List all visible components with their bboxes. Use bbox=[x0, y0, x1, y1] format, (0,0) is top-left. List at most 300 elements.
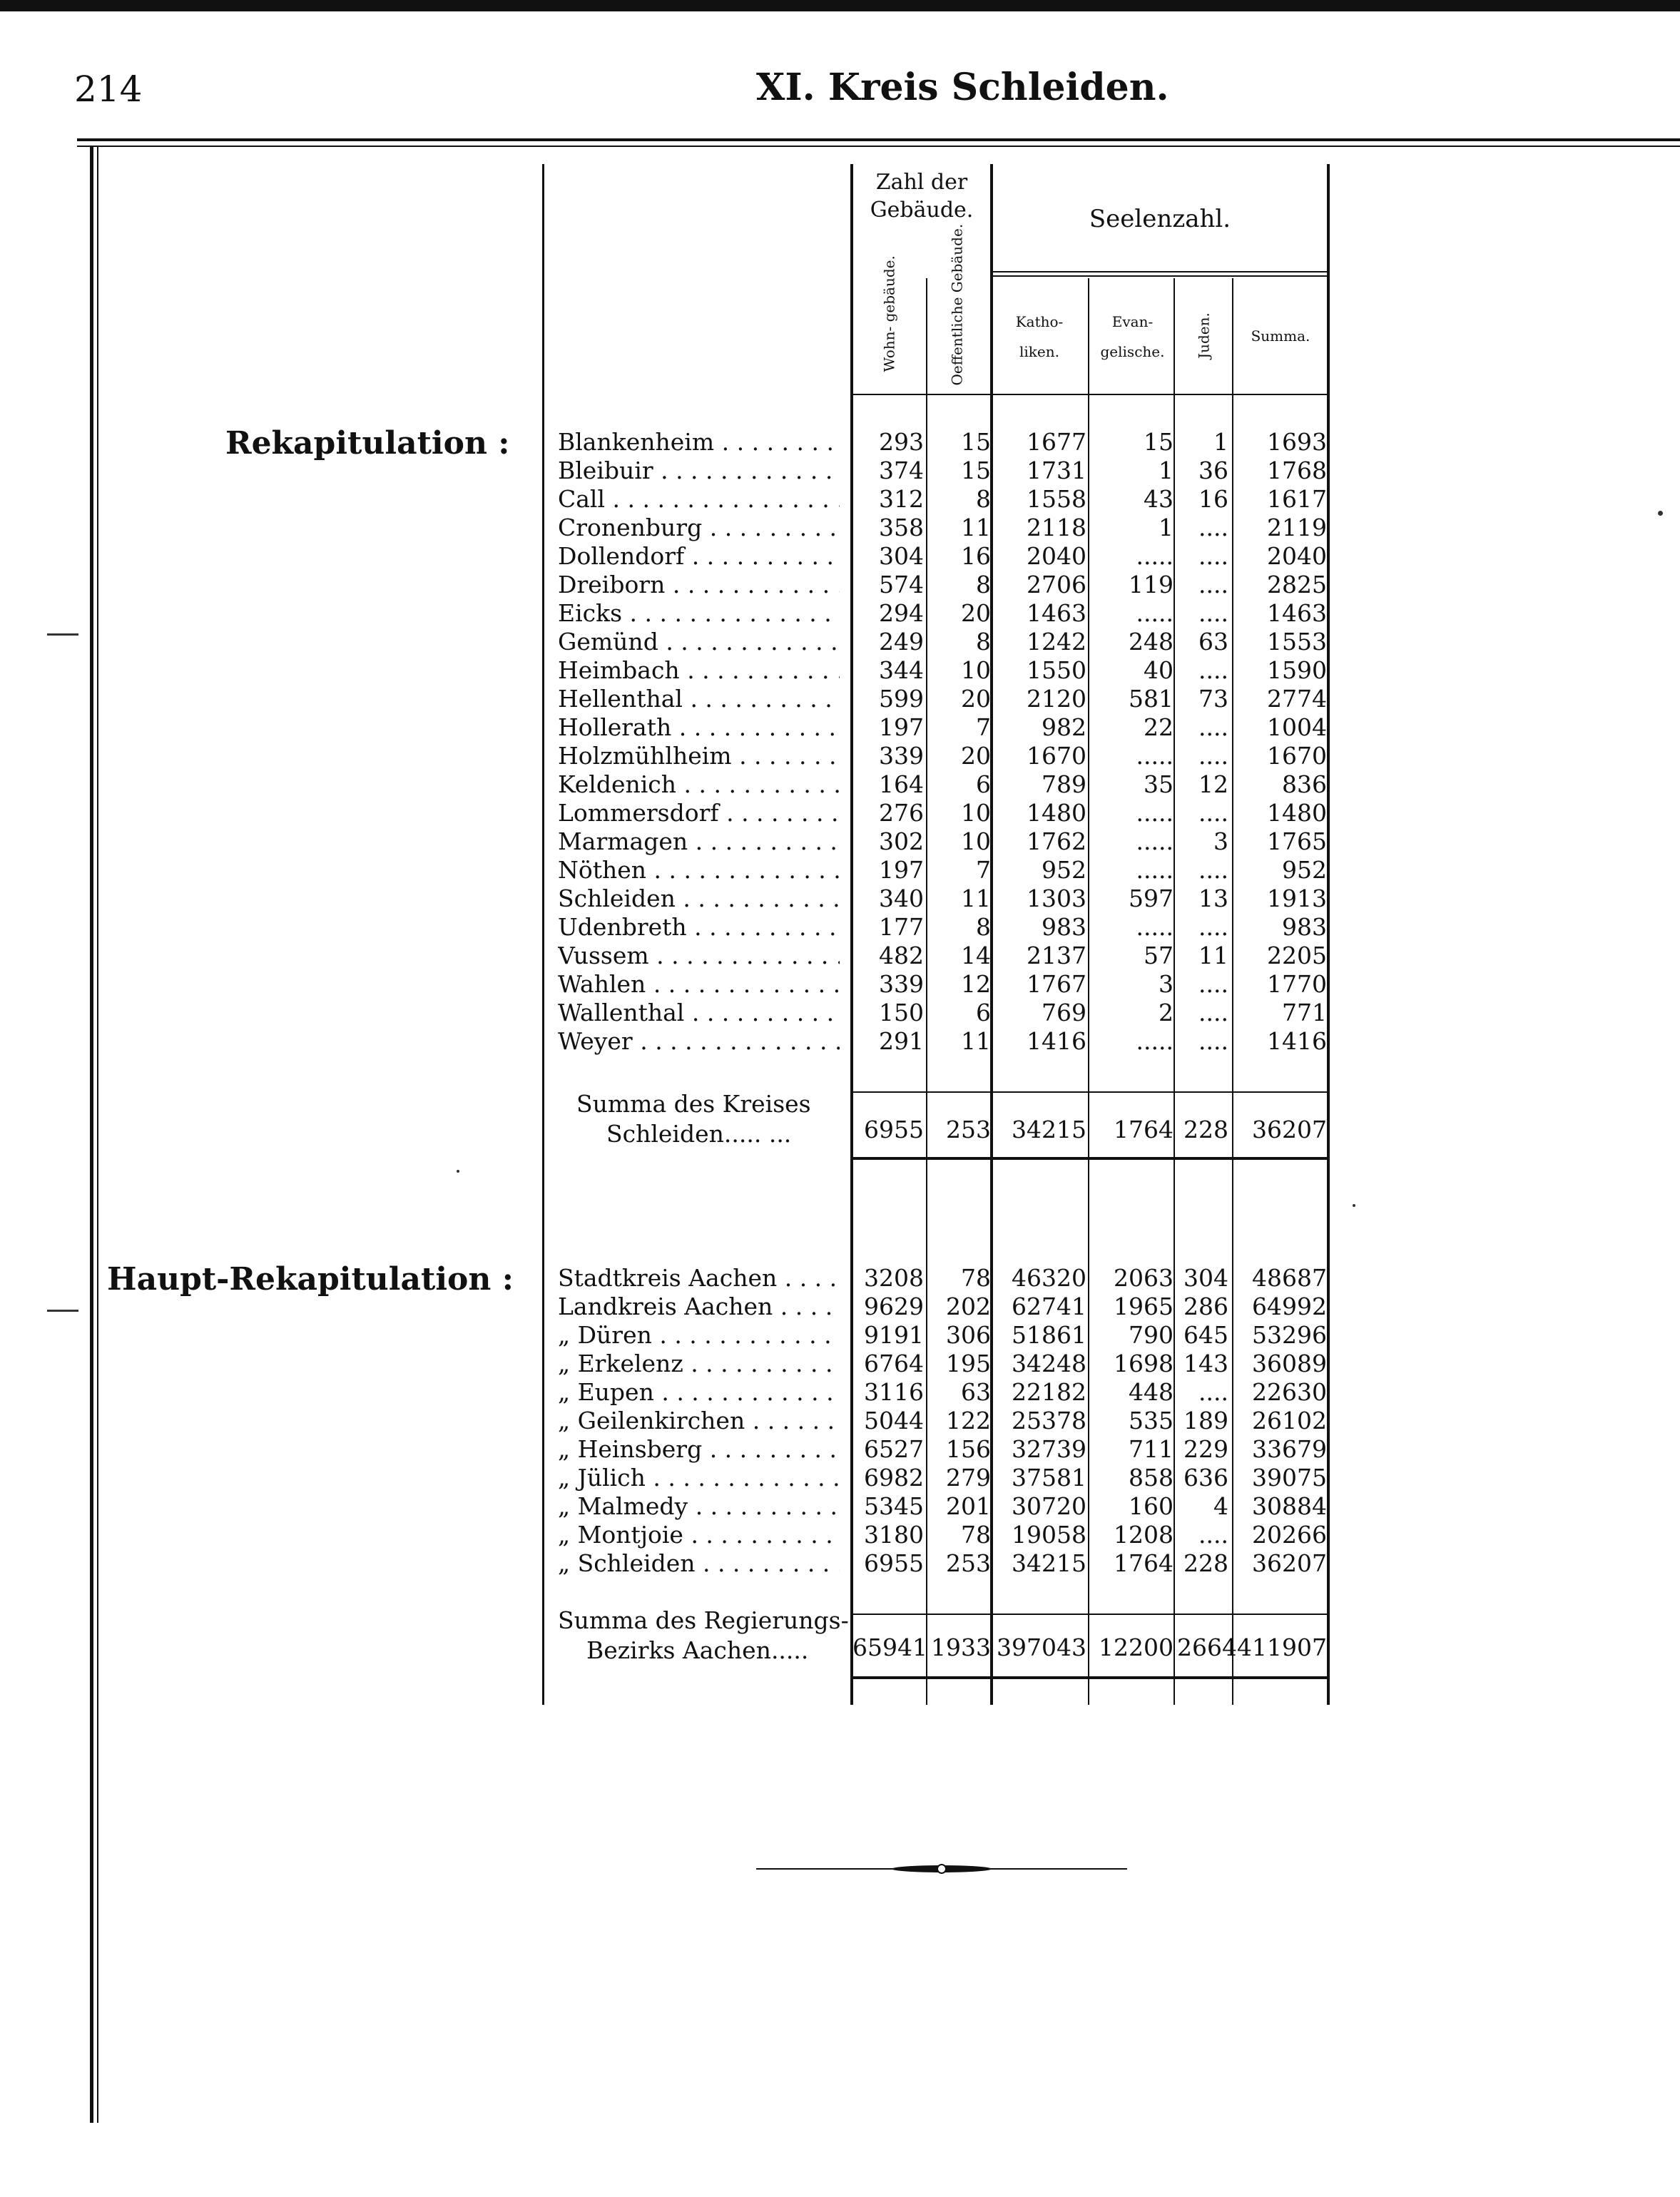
total-juden: 2664 bbox=[1177, 1633, 1237, 1661]
cell-summa: 26102 bbox=[1252, 1407, 1327, 1434]
row-name: Schleiden . . . bbox=[558, 885, 840, 913]
cell-oeff: 201 bbox=[946, 1492, 991, 1520]
cell-kath: 1731 bbox=[1027, 457, 1086, 484]
cell-kath: 32739 bbox=[1012, 1435, 1086, 1463]
cell-evan: 581 bbox=[1129, 685, 1174, 713]
cell-evan: 3 bbox=[1159, 970, 1174, 998]
scan-speck bbox=[1658, 511, 1663, 516]
row-name: Dreiborn . . . bbox=[558, 571, 840, 599]
cell-juden: 304 bbox=[1183, 1264, 1228, 1292]
scan-speck bbox=[47, 633, 78, 636]
cell-wohn: 339 bbox=[879, 970, 924, 998]
header-evangelische: Evan- gelische. bbox=[1100, 313, 1165, 360]
header-oeffentliche: Oeffentliche Gebäude. bbox=[948, 223, 966, 386]
cell-oeff: 15 bbox=[961, 457, 991, 484]
table-row bbox=[0, 1521, 1680, 1549]
row-name: Weyer . . . bbox=[558, 1027, 840, 1056]
cell-wohn: 150 bbox=[879, 999, 924, 1026]
cell-oeff: 11 bbox=[961, 514, 991, 541]
page-title: XI. Kreis Schleiden. bbox=[756, 66, 1169, 109]
cell-kath: 1463 bbox=[1027, 599, 1086, 627]
cell-juden: .... bbox=[1198, 599, 1228, 627]
cell-evan: 2 bbox=[1159, 999, 1174, 1026]
cell-oeff: 20 bbox=[961, 742, 991, 770]
cell-kath: 1558 bbox=[1027, 485, 1086, 513]
table-row bbox=[0, 514, 1680, 542]
cell-wohn: 304 bbox=[879, 542, 924, 570]
main-total-rule-top bbox=[853, 1614, 1328, 1615]
main-recap-label: Haupt-Rekapitulation : bbox=[107, 1261, 514, 1298]
cell-oeff: 20 bbox=[961, 685, 991, 713]
table-row bbox=[0, 428, 1680, 457]
cell-kath: 952 bbox=[1042, 856, 1086, 884]
cell-kath: 2118 bbox=[1027, 514, 1086, 541]
cell-oeff: 20 bbox=[961, 599, 991, 627]
cell-evan: ..... bbox=[1136, 799, 1174, 827]
row-name: Holzmühlheim . . . bbox=[558, 742, 840, 770]
cell-evan: 448 bbox=[1129, 1378, 1174, 1406]
recap-total-label-1: Summa des Kreises bbox=[576, 1090, 811, 1118]
cell-oeff: 15 bbox=[961, 428, 991, 456]
table-row bbox=[0, 942, 1680, 970]
seelen-header-rule-2 bbox=[993, 275, 1328, 277]
recap-total-rule-top bbox=[853, 1091, 1328, 1093]
cell-oeff: 195 bbox=[946, 1350, 991, 1377]
cell-summa: 36089 bbox=[1252, 1350, 1327, 1377]
cell-oeff: 156 bbox=[946, 1435, 991, 1463]
cell-oeff: 16 bbox=[961, 542, 991, 570]
row-name: Gemünd . . . bbox=[558, 628, 840, 656]
row-name: Keldenich . . . bbox=[558, 770, 840, 799]
main-total-rule-bottom bbox=[853, 1676, 1328, 1679]
table-row bbox=[0, 571, 1680, 599]
cell-kath: 1677 bbox=[1027, 428, 1086, 456]
cell-wohn: 358 bbox=[879, 514, 924, 541]
header-katholiken: Katho- liken. bbox=[1015, 313, 1064, 360]
cell-summa: 1416 bbox=[1267, 1027, 1327, 1055]
cell-oeff: 6 bbox=[976, 999, 991, 1026]
cell-wohn: 374 bbox=[879, 457, 924, 484]
row-name: Hollerath . . . bbox=[558, 713, 840, 742]
cell-oeff: 78 bbox=[961, 1264, 991, 1292]
table-row bbox=[0, 1350, 1680, 1378]
cell-oeff: 78 bbox=[961, 1521, 991, 1549]
row-name: „ Düren . . . bbox=[558, 1321, 840, 1350]
cell-wohn: 482 bbox=[879, 942, 924, 969]
cell-juden: 36 bbox=[1198, 457, 1228, 484]
main-total-label-2: Bezirks Aachen..... bbox=[586, 1636, 809, 1664]
cell-wohn: 3208 bbox=[864, 1264, 924, 1292]
cell-juden: .... bbox=[1198, 1521, 1228, 1549]
table-row bbox=[0, 628, 1680, 656]
table-row bbox=[0, 970, 1680, 999]
cell-oeff: 10 bbox=[961, 827, 991, 855]
row-name: „ Schleiden . . . bbox=[558, 1549, 840, 1578]
cell-kath: 1416 bbox=[1027, 1027, 1086, 1055]
cell-wohn: 302 bbox=[879, 827, 924, 855]
cell-juden: 4 bbox=[1213, 1492, 1228, 1520]
row-name: „ Jülich . . . bbox=[558, 1464, 840, 1492]
cell-juden: .... bbox=[1198, 656, 1228, 684]
total-summa: 411907 bbox=[1237, 1633, 1327, 1661]
cell-wohn: 339 bbox=[879, 742, 924, 770]
cell-juden: 11 bbox=[1198, 942, 1228, 969]
cell-evan: 43 bbox=[1144, 485, 1174, 513]
cell-kath: 2706 bbox=[1027, 571, 1086, 598]
table-row bbox=[0, 1264, 1680, 1293]
cell-kath: 19058 bbox=[1012, 1521, 1086, 1549]
cell-wohn: 5345 bbox=[864, 1492, 924, 1520]
table-row bbox=[0, 1293, 1680, 1321]
cell-juden: 1 bbox=[1213, 428, 1228, 456]
cell-summa: 48687 bbox=[1252, 1264, 1327, 1292]
cell-summa: 1765 bbox=[1267, 827, 1327, 855]
cell-summa: 1770 bbox=[1267, 970, 1327, 998]
total-juden: 228 bbox=[1183, 1116, 1228, 1143]
cell-kath: 34215 bbox=[1012, 1549, 1086, 1577]
header-wohngebaeude: Wohn- gebäude. bbox=[880, 255, 898, 372]
cell-wohn: 276 bbox=[879, 799, 924, 827]
cell-summa: 1693 bbox=[1267, 428, 1327, 456]
header-summa: Summa. bbox=[1251, 327, 1310, 345]
cell-wohn: 177 bbox=[879, 913, 924, 941]
cell-evan: 40 bbox=[1144, 656, 1174, 684]
cell-juden: .... bbox=[1198, 1378, 1228, 1406]
cell-kath: 789 bbox=[1042, 770, 1086, 798]
table-row bbox=[0, 1027, 1680, 1056]
total-evan: 1764 bbox=[1114, 1116, 1174, 1143]
cell-wohn: 6955 bbox=[864, 1549, 924, 1577]
cell-juden: 73 bbox=[1198, 685, 1228, 713]
cell-kath: 983 bbox=[1042, 913, 1086, 941]
cell-summa: 2040 bbox=[1267, 542, 1327, 570]
row-name: „ Erkelenz . . . bbox=[558, 1350, 840, 1378]
top-border bbox=[0, 0, 1680, 11]
row-name: Landkreis Aachen . . . bbox=[558, 1293, 840, 1321]
header-juden: Juden. bbox=[1195, 312, 1213, 359]
cell-evan: 597 bbox=[1129, 885, 1174, 912]
total-oeff: 1933 bbox=[931, 1633, 991, 1661]
row-name: „ Heinsberg . . . bbox=[558, 1435, 840, 1464]
row-name: Udenbreth . . . bbox=[558, 913, 840, 942]
row-name: Lommersdorf . . . bbox=[558, 799, 840, 827]
cell-evan: 858 bbox=[1129, 1464, 1174, 1492]
cell-juden: 13 bbox=[1198, 885, 1228, 912]
row-name: „ Geilenkirchen . . . bbox=[558, 1407, 840, 1435]
cell-evan: 1965 bbox=[1114, 1293, 1174, 1320]
cell-summa: 1480 bbox=[1267, 799, 1327, 827]
cell-juden: 636 bbox=[1183, 1464, 1228, 1492]
cell-juden: 143 bbox=[1183, 1350, 1228, 1377]
cell-kath: 982 bbox=[1042, 713, 1086, 741]
cell-wohn: 197 bbox=[879, 713, 924, 741]
cell-kath: 25378 bbox=[1012, 1407, 1086, 1434]
cell-summa: 983 bbox=[1282, 913, 1327, 941]
cell-summa: 2774 bbox=[1267, 685, 1327, 713]
cell-juden: .... bbox=[1198, 742, 1228, 770]
cell-juden: .... bbox=[1198, 856, 1228, 884]
cell-juden: 229 bbox=[1183, 1435, 1228, 1463]
table-row bbox=[0, 1435, 1680, 1464]
total-wohn: 65941 bbox=[852, 1633, 927, 1661]
cell-summa: 20266 bbox=[1252, 1521, 1327, 1549]
cell-juden: .... bbox=[1198, 1027, 1228, 1055]
row-name: Wahlen . . . bbox=[558, 970, 840, 999]
cell-oeff: 10 bbox=[961, 799, 991, 827]
cell-wohn: 6764 bbox=[864, 1350, 924, 1377]
row-name: „ Eupen . . . bbox=[558, 1378, 840, 1407]
cell-kath: 1550 bbox=[1027, 656, 1086, 684]
cell-kath: 1480 bbox=[1027, 799, 1086, 827]
cell-summa: 22630 bbox=[1252, 1378, 1327, 1406]
total-kath: 34215 bbox=[1012, 1116, 1086, 1143]
cell-wohn: 6527 bbox=[864, 1435, 924, 1463]
cell-summa: 2825 bbox=[1267, 571, 1327, 598]
cell-wohn: 6982 bbox=[864, 1464, 924, 1492]
gebaeude-group-header: Zahl der Gebäude. bbox=[870, 170, 974, 223]
table-row bbox=[0, 1321, 1680, 1350]
cell-summa: 1590 bbox=[1267, 656, 1327, 684]
cell-summa: 2119 bbox=[1267, 514, 1327, 541]
cell-kath: 34248 bbox=[1012, 1350, 1086, 1377]
cell-juden: .... bbox=[1198, 799, 1228, 827]
cell-summa: 53296 bbox=[1252, 1321, 1327, 1349]
scan-speck bbox=[457, 1170, 459, 1173]
table-row bbox=[0, 913, 1680, 942]
cell-summa: 771 bbox=[1282, 999, 1327, 1026]
cell-wohn: 574 bbox=[879, 571, 924, 598]
cell-evan: 535 bbox=[1129, 1407, 1174, 1434]
recap-label: Rekapitulation : bbox=[225, 425, 510, 462]
cell-juden: 16 bbox=[1198, 485, 1228, 513]
cell-summa: 33679 bbox=[1252, 1435, 1327, 1463]
cell-kath: 46320 bbox=[1012, 1264, 1086, 1292]
cell-summa: 1004 bbox=[1267, 713, 1327, 741]
table-row bbox=[0, 1492, 1680, 1521]
cell-summa: 1553 bbox=[1267, 628, 1327, 656]
cell-summa: 36207 bbox=[1252, 1549, 1327, 1577]
cell-oeff: 122 bbox=[946, 1407, 991, 1434]
cell-juden: .... bbox=[1198, 542, 1228, 570]
end-ornament bbox=[756, 1863, 1127, 1875]
column-header-bottom-rule bbox=[853, 394, 1328, 395]
cell-oeff: 306 bbox=[946, 1321, 991, 1349]
cell-oeff: 8 bbox=[976, 485, 991, 513]
cell-oeff: 6 bbox=[976, 770, 991, 798]
cell-juden: 63 bbox=[1198, 628, 1228, 656]
cell-oeff: 202 bbox=[946, 1293, 991, 1320]
row-name: „ Montjoie . . . bbox=[558, 1521, 840, 1549]
cell-evan: 119 bbox=[1129, 571, 1174, 598]
cell-evan: ..... bbox=[1136, 913, 1174, 941]
cell-evan: 1 bbox=[1159, 514, 1174, 541]
cell-evan: ..... bbox=[1136, 742, 1174, 770]
cell-summa: 1913 bbox=[1267, 885, 1327, 912]
header-rule-thin bbox=[77, 146, 1680, 147]
cell-evan: 35 bbox=[1144, 770, 1174, 798]
scan-speck bbox=[1353, 1204, 1355, 1207]
cell-juden: 228 bbox=[1183, 1549, 1228, 1577]
cell-oeff: 14 bbox=[961, 942, 991, 969]
cell-evan: 248 bbox=[1129, 628, 1174, 656]
cell-kath: 1767 bbox=[1027, 970, 1086, 998]
cell-kath: 37581 bbox=[1012, 1464, 1086, 1492]
cell-wohn: 9629 bbox=[864, 1293, 924, 1320]
row-name: Dollendorf . . . bbox=[558, 542, 840, 571]
cell-summa: 2205 bbox=[1267, 942, 1327, 969]
row-name: Vussem . . . bbox=[558, 942, 840, 970]
row-name: Blankenheim . . . bbox=[558, 428, 840, 457]
cell-kath: 769 bbox=[1042, 999, 1086, 1026]
cell-oeff: 8 bbox=[976, 628, 991, 656]
cell-summa: 1670 bbox=[1267, 742, 1327, 770]
cell-evan: ..... bbox=[1136, 599, 1174, 627]
recap-total-row bbox=[0, 1116, 1680, 1144]
page-number: 214 bbox=[74, 68, 143, 110]
cell-wohn: 3180 bbox=[864, 1521, 924, 1549]
cell-oeff: 8 bbox=[976, 571, 991, 598]
cell-wohn: 294 bbox=[879, 599, 924, 627]
cell-evan: 1698 bbox=[1114, 1350, 1174, 1377]
cell-evan: 1 bbox=[1159, 457, 1174, 484]
table-row bbox=[0, 1464, 1680, 1492]
row-name: Heimbach . . . bbox=[558, 656, 840, 685]
table-row bbox=[0, 713, 1680, 742]
cell-summa: 64992 bbox=[1252, 1293, 1327, 1320]
table-row bbox=[0, 1407, 1680, 1435]
cell-wohn: 164 bbox=[879, 770, 924, 798]
total-wohn: 6955 bbox=[864, 1116, 924, 1143]
cell-juden: 12 bbox=[1198, 770, 1228, 798]
total-summa: 36207 bbox=[1252, 1116, 1327, 1143]
cell-evan: ..... bbox=[1136, 856, 1174, 884]
cell-kath: 51861 bbox=[1012, 1321, 1086, 1349]
cell-oeff: 11 bbox=[961, 1027, 991, 1055]
main-total-label-1: Summa des Regierungs- bbox=[558, 1606, 849, 1634]
row-name: Nöthen . . . bbox=[558, 856, 840, 885]
cell-summa: 952 bbox=[1282, 856, 1327, 884]
cell-oeff: 253 bbox=[946, 1549, 991, 1577]
total-oeff: 253 bbox=[946, 1116, 991, 1143]
cell-oeff: 7 bbox=[976, 856, 991, 884]
cell-kath: 62741 bbox=[1012, 1293, 1086, 1320]
cell-oeff: 10 bbox=[961, 656, 991, 684]
table-row bbox=[0, 542, 1680, 571]
cell-wohn: 9191 bbox=[864, 1321, 924, 1349]
cell-kath: 2137 bbox=[1027, 942, 1086, 969]
cell-kath: 1762 bbox=[1027, 827, 1086, 855]
cell-juden: .... bbox=[1198, 913, 1228, 941]
cell-juden: .... bbox=[1198, 571, 1228, 598]
row-name: Bleibuir . . . bbox=[558, 457, 840, 485]
cell-juden: .... bbox=[1198, 999, 1228, 1026]
cell-wohn: 197 bbox=[879, 856, 924, 884]
cell-oeff: 279 bbox=[946, 1464, 991, 1492]
cell-evan: 15 bbox=[1144, 428, 1174, 456]
cell-wohn: 249 bbox=[879, 628, 924, 656]
cell-oeff: 7 bbox=[976, 713, 991, 741]
cell-wohn: 340 bbox=[879, 885, 924, 912]
cell-juden: .... bbox=[1198, 970, 1228, 998]
row-name: Wallenthal . . . bbox=[558, 999, 840, 1027]
table-row bbox=[0, 799, 1680, 827]
cell-kath: 1303 bbox=[1027, 885, 1086, 912]
row-name: Eicks . . . bbox=[558, 599, 840, 628]
table-row bbox=[0, 485, 1680, 514]
table-row bbox=[0, 1378, 1680, 1407]
main-total-row bbox=[0, 1633, 1680, 1662]
scan-speck bbox=[47, 1310, 78, 1312]
cell-evan: 57 bbox=[1144, 942, 1174, 969]
cell-summa: 836 bbox=[1282, 770, 1327, 798]
table-row bbox=[0, 685, 1680, 713]
cell-oeff: 63 bbox=[961, 1378, 991, 1406]
cell-wohn: 291 bbox=[879, 1027, 924, 1055]
cell-wohn: 312 bbox=[879, 485, 924, 513]
cell-juden: .... bbox=[1198, 514, 1228, 541]
seelen-group-header: Seelenzahl. bbox=[1089, 205, 1231, 233]
table-row bbox=[0, 599, 1680, 628]
header-rule bbox=[77, 138, 1680, 141]
recap-total-rule-bottom bbox=[853, 1157, 1328, 1160]
cell-evan: 790 bbox=[1129, 1321, 1174, 1349]
total-kath: 397043 bbox=[997, 1633, 1086, 1661]
cell-evan: 160 bbox=[1129, 1492, 1174, 1520]
recap-total-label-2: Schleiden..... ... bbox=[606, 1120, 792, 1148]
row-name: Cronenburg . . . bbox=[558, 514, 840, 542]
cell-wohn: 344 bbox=[879, 656, 924, 684]
cell-juden: .... bbox=[1198, 713, 1228, 741]
cell-juden: 189 bbox=[1183, 1407, 1228, 1434]
table-row bbox=[0, 1549, 1680, 1578]
cell-summa: 30884 bbox=[1252, 1492, 1327, 1520]
cell-evan: ..... bbox=[1136, 542, 1174, 570]
cell-summa: 1617 bbox=[1267, 485, 1327, 513]
cell-oeff: 12 bbox=[961, 970, 991, 998]
table-row bbox=[0, 770, 1680, 799]
row-name: Call . . . bbox=[558, 485, 840, 514]
table-row bbox=[0, 656, 1680, 685]
cell-wohn: 293 bbox=[879, 428, 924, 456]
cell-evan: ..... bbox=[1136, 1027, 1174, 1055]
cell-evan: 2063 bbox=[1114, 1264, 1174, 1292]
table-row bbox=[0, 827, 1680, 856]
row-name: Marmagen . . . bbox=[558, 827, 840, 856]
table-row bbox=[0, 999, 1680, 1027]
cell-kath: 2040 bbox=[1027, 542, 1086, 570]
row-name: Stadtkreis Aachen . . . bbox=[558, 1264, 840, 1293]
cell-oeff: 11 bbox=[961, 885, 991, 912]
cell-wohn: 5044 bbox=[864, 1407, 924, 1434]
cell-kath: 2120 bbox=[1027, 685, 1086, 713]
cell-kath: 1670 bbox=[1027, 742, 1086, 770]
cell-evan: 711 bbox=[1129, 1435, 1174, 1463]
cell-summa: 1768 bbox=[1267, 457, 1327, 484]
cell-evan: 22 bbox=[1144, 713, 1174, 741]
cell-evan: ..... bbox=[1136, 827, 1174, 855]
cell-juden: 3 bbox=[1213, 827, 1228, 855]
cell-kath: 1242 bbox=[1027, 628, 1086, 656]
seelen-header-rule bbox=[993, 271, 1328, 272]
cell-evan: 1208 bbox=[1114, 1521, 1174, 1549]
cell-kath: 30720 bbox=[1012, 1492, 1086, 1520]
cell-juden: 286 bbox=[1183, 1293, 1228, 1320]
cell-summa: 39075 bbox=[1252, 1464, 1327, 1492]
row-name: Hellenthal . . . bbox=[558, 685, 840, 713]
cell-wohn: 599 bbox=[879, 685, 924, 713]
cell-summa: 1463 bbox=[1267, 599, 1327, 627]
cell-kath: 22182 bbox=[1012, 1378, 1086, 1406]
